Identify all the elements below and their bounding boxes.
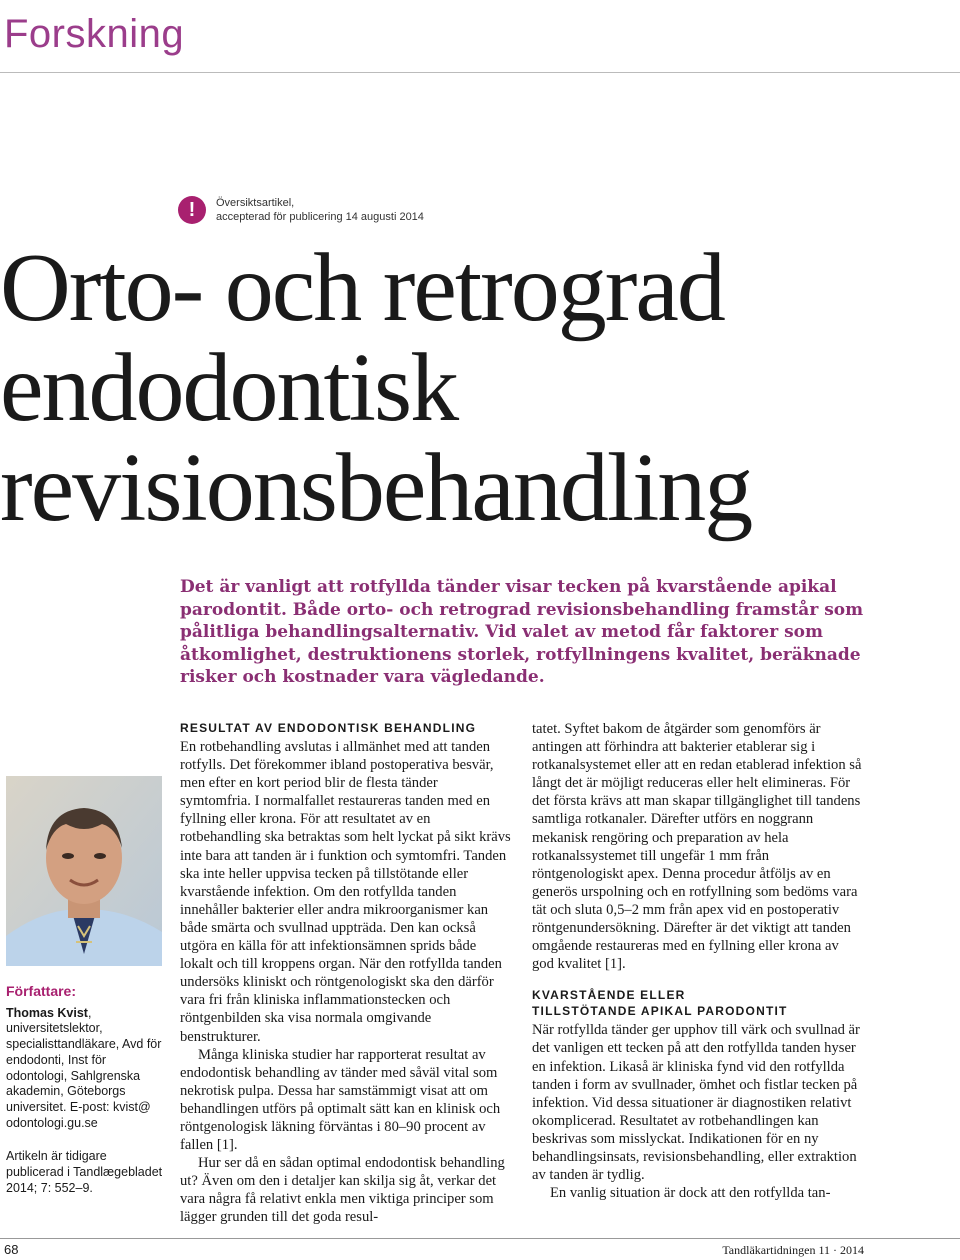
body-column-2: [532, 720, 864, 1202]
section-heading-results: RESULTAT AV ENDODONTISK BEHANDLING: [180, 721, 477, 735]
section-heading: Forskning: [4, 12, 185, 56]
author-portrait: [6, 776, 162, 966]
title-line: Orto- och retrograd: [0, 234, 724, 342]
author-box: [6, 984, 166, 1214]
author-name: Thomas Kvist: [6, 1005, 88, 1020]
body-column-1: [180, 720, 512, 1227]
publication-note: Artikeln är tidigare publicerad i Tandlægebladet 2014; 7: 552–9.: [6, 1149, 163, 1195]
paragraph: En vanlig situation är dock att den rotfyllda tan-: [550, 1185, 831, 1202]
paragraph: Många kliniska studier har rapporterat resultat av endodontisk behandling av tänder med såväl vital som nekrotisk pulpa. Dessa har samstämmigt visat att om behandlingen utförs på optimalt sätt kan en klinisk och röntgenologisk läkning förväntas i 80–90 procent av fallen [1].: [180, 1046, 501, 1154]
header-divider: [0, 72, 960, 73]
title-line: revisionsbehandling: [0, 434, 752, 542]
article-type: [216, 196, 424, 224]
acceptance-line: accepterad för publicering 14 augusti 2014: [216, 211, 424, 223]
article-title: [0, 234, 960, 542]
paragraph: tatet. Syftet bakom de åtgärder som genomförs är antingen att förhindra att bakterier etablerar sig i rotkanalsystemet eller att en redan etablerad infektion så långt det är möjligt reduceras eller helt elimineras. För det första krävs att man skapar tillgänglighet till tandens samtliga rotkanaler. Därefter utförs en noggrann mekanisk rengöring och preparation av hela rotkanalssystemet till ungefär 1 mm från röntgenologiskt apex. Denna procedur åtföljs av en generös urspolning och en rotfyllning som bedöms vara tät och sluta 0,5–2 mm från apex vid en postoperativ röntgenundersökning. Därefter är det viktigt att tanden omgående restaureras med en fyllning eller krona av god kvalitet [1].: [532, 721, 862, 973]
exclamation-icon: !: [178, 196, 206, 224]
paragraph: När rotfyllda tänder ger upphov till värk och svullnad är det vanligen ett tecken på att den rotfyllda tanden hyser en infektion. Likaså är kliniska fynd vid den rotfyllda tanden i form av svullnader, ömhet och fistlar tecken på infektion. Vid dessa situationer är diagnostiken relativt okomplicerad. Resultatet av rotbehandlingen kan beskrivas som misslyckat. Indikationen för en ny behandlingsinsats, revisionsbehandling, eller extraktion av tanden är tydlig.: [532, 1022, 860, 1184]
paragraph: Hur ser då en sådan optimal endodontisk behandling ut? Även om den i detaljer kan skilja sig åt, verkar det vara några få relativt enkla men viktiga principer som lägger grunden till det goda resul-: [180, 1155, 505, 1226]
author-info: [6, 1006, 166, 1132]
paragraph: En rotbehandling avslutas i allmänhet med att tanden rotfylls. Det förekommer ibland postoperativa besvär, men efter en kort period blir de flesta tänder symtomfria. I normalfallet restaureras tanden med en fyllning eller krona. För att resultatet av en rotbehandling ska betraktas som helt lyckat på sikt krävs inte bara att tanden är i funktion och symtomfri. Tanden ska inte heller uppvisa tecken på tillstötande eller kvarstående infektion. Om den rotfyllda tanden innehåller bakterier eller andra mikroorganismer kan både smärta och svullnad uppträda. Den kan också utgöra en källa för att infektionsämnen sprids både lokalt och till kroppens organ. När den rotfyllda tanden undersöks kliniskt och röntgenologiskt ska den därför vara fri från kliniska inflammationstecken och röntgenbilden ska visa normala omgivande benstrukturer.: [180, 739, 511, 1045]
heading-line: TILLSTÖTANDE APIKAL PARODONTIT: [532, 1004, 788, 1019]
heading-line: KVARSTÅENDE ELLER: [532, 988, 686, 1003]
article-type-line: Översiktsartikel,: [216, 197, 295, 209]
title-line: endodontisk: [0, 334, 458, 442]
page-number: 68: [4, 1242, 19, 1257]
author-affiliation: , universitetslektor, specialisttandläkare, Avd för endodonti, Inst för odontologi, Sahlgrenska akademin, Göteborgs universitet. E-post: kvist@ odontologi.gu.se: [6, 1005, 162, 1130]
section-heading-periodontitis: [532, 987, 864, 1019]
journal-name: Tandläkartidningen 11 · 2014: [722, 1243, 864, 1257]
author-label: Författare:: [6, 983, 77, 999]
footer-divider: [0, 1238, 960, 1239]
article-lead: Det är vanligt att rotfyllda tänder visar tecken på kvarstående apikal parodontit. Både orto- och retrograd revisionsbehandling framstår som pålitliga behandlingsalternativ. Vid valet av metod får faktorer som åtkomlighet, destruktionens storlek, rotfyllningens kvalitet, beräknade risker och kostnader vara vägledande.: [180, 577, 864, 687]
